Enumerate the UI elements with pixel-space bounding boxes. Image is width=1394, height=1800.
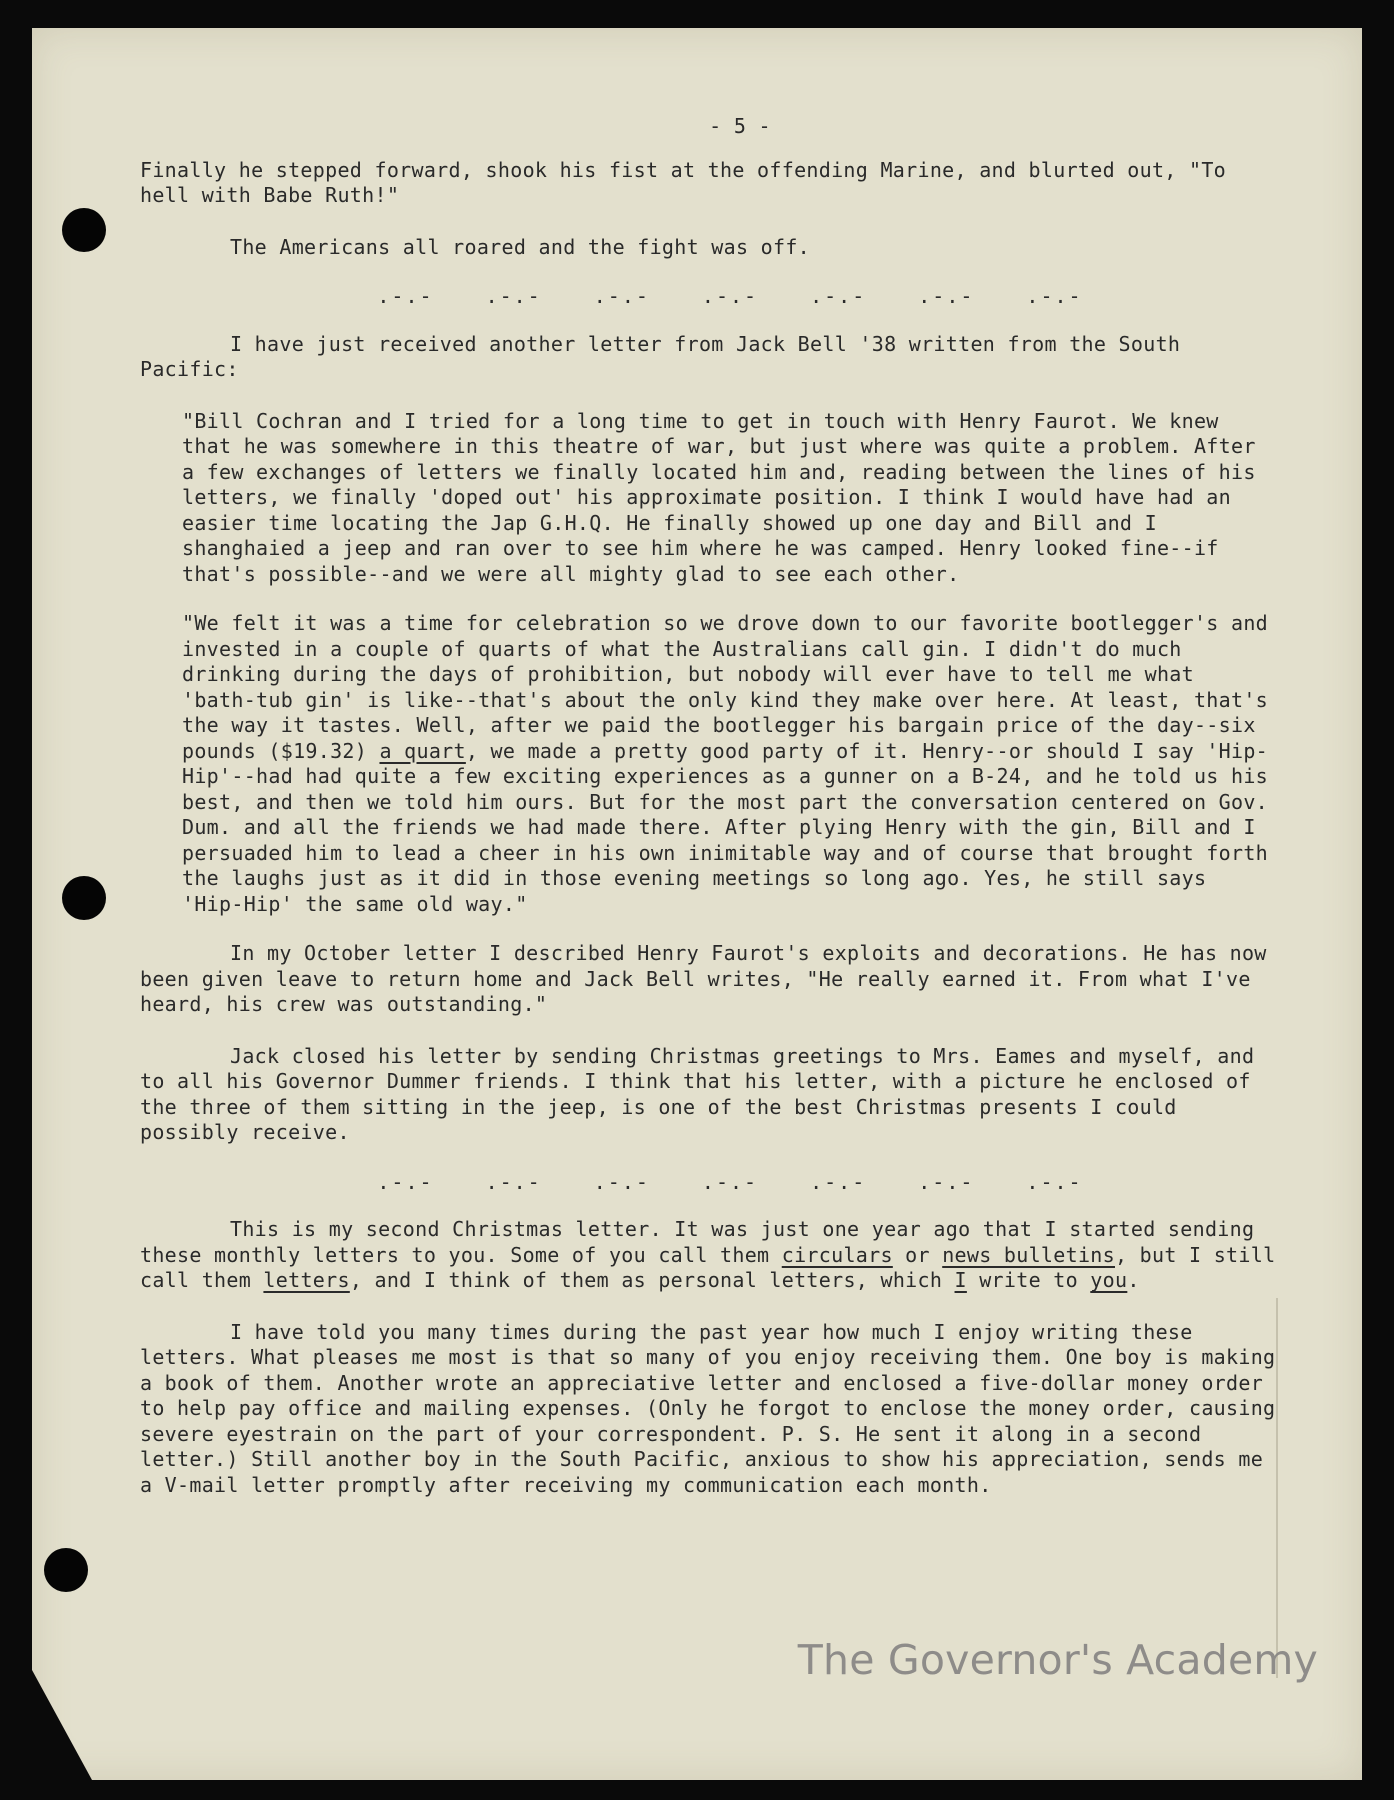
separator-mark: .-.- [593, 1169, 650, 1194]
punch-hole-top [62, 208, 106, 252]
paragraph-4: In my October letter I described Henry Faurot's exploits and decorations. He has now been given leave to return home and Jack Bell writes, "He really earned it. From what I've heard, his crew was outstanding." [140, 941, 1267, 1016]
para6-underlined-circulars: circulars [781, 1242, 893, 1267]
paragraph-1: Finally he stepped forward, shook his fist at the offending Marine, and blurted out, "To hell with Babe Ruth!" [140, 157, 1227, 207]
separator-mark: .-.- [485, 284, 542, 308]
separator-mark: .-.- [810, 1169, 867, 1194]
letter-page [32, 28, 1362, 1780]
paragraph-5: Jack closed his letter by sending Christmas greetings to Mrs. Eames and myself, and to all his Governor Dummer friends. I think that his letter, with a picture he enclosed of the three of them sitting in the jeep, is one of the best Christmas presents I could possibly receive. [140, 1043, 1255, 1144]
para6-text-b: or [905, 1242, 930, 1267]
separator-mark: .-.- [593, 284, 650, 308]
para6-text-e: write to [979, 1268, 1078, 1292]
para6-underlined-news-bulletins: news bulletins [942, 1242, 1115, 1267]
section-separator-2 [180, 1170, 1280, 1196]
para6-text-d: , and I think of them as personal letters, which [349, 1268, 955, 1292]
separator-mark: .-.- [701, 1169, 759, 1194]
separator-mark: .-.- [377, 284, 434, 308]
separator-mark: .-.- [1026, 1169, 1083, 1194]
para6-underlined-i: I [954, 1268, 967, 1292]
watermark: The Governor's Academy [797, 1636, 1318, 1684]
paragraph-3: I have just received another letter from Jack Bell '38 written from the South Pacific: [140, 331, 1181, 381]
para6-underlined-you: you [1090, 1268, 1128, 1292]
letter-body [140, 114, 1280, 1524]
punch-hole-bottom [44, 1548, 88, 1592]
separator-mark: .-.- [918, 284, 975, 308]
paragraph-7: I have told you many times during the past year how much I enjoy writing these letters. What pleases me most is that so many of you enjoy receiving them. One boy is making a book of them. Another wrote an appreciative letter and enclosed a five-dollar money order to help pay office and mailing expenses. (Only he forgot to enclose the money order, causing severe eyestrain on the part of your correspondent. P. S. He sent it along in a second letter.) Still another boy in the South Pacific, anxious to show his appreciation, sends me a V-mail letter promptly after receiving my communication each month. [140, 1319, 1276, 1497]
page-number: - 5 - [709, 114, 771, 138]
folded-corner [32, 1670, 92, 1780]
quote-2-underlined: a quart [379, 738, 466, 763]
paragraph-2: The Americans all roared and the fight was off. [230, 234, 811, 259]
paragraph-6 [140, 1217, 1280, 1294]
separator-mark: .-.- [377, 1169, 434, 1194]
separator-mark: .-.- [485, 1169, 542, 1194]
separator-mark: .-.- [1026, 284, 1083, 308]
separator-mark: .-.- [810, 284, 867, 308]
para6-text-a: This is my second Christmas letter. It was just one year ago that I started sending these monthly letters to you. Some of you call them [140, 1217, 1255, 1267]
para6-underlined-letters: letters [263, 1268, 350, 1292]
quote-2 [182, 611, 1270, 917]
quote-1: "Bill Cochran and I tried for a long time to get in touch with Henry Faurot. We knew that he was somewhere in this theatre of war, but just where was quite a problem. After a few exchanges of letters we finally located him and, reading between the lines of his letters, we finally 'doped out' his approximate position. I think I would have had an easier time locating the Jap G.H.Q. He finally showed up one day and Bill and I shanghaied a jeep and ran over to see him where he was camped. Henry looked fine--if that's possible--and we were all mighty glad to see each other. [182, 408, 1256, 586]
section-separator-1 [180, 284, 1280, 310]
punch-hole-middle [62, 876, 106, 920]
separator-mark: .-.- [918, 1169, 975, 1194]
quote-2-part-b: , we made a pretty good party of it. Henry--or should I say 'Hip-Hip'--had had quite a few exciting experiences as a gunner on a B-24, and he told us his best, and then we told him ours. But for the most part the conversation centered on Gov. Dum. and all the friends we had made there. After plying Henry with the gin, Bill and I persuaded him to lead a cheer in his own inimitable way and of course that brought forth the laughs just as it did in those evening meetings so long ago. Yes, he still says 'Hip-Hip' the same old way." [182, 738, 1269, 916]
para6-text-f: . [1127, 1268, 1140, 1292]
para6-text-c: , but I still call them [140, 1242, 1276, 1292]
separator-mark: .-.- [701, 284, 759, 308]
quote-2-part-a: "We felt it was a time for celebration so we drove down to our favorite bootlegger's and invested in a couple of quarts of what the Australians call gin. I didn't do much drinking during the days of prohibition, but nobody will ever have to tell me what 'bath-tub gin' is like--that's about the only kind they make over here. At least, that's the way it tastes. Well, after we paid the bootlegger his bargain price of the day--six pounds ($19.32) [182, 611, 1269, 763]
